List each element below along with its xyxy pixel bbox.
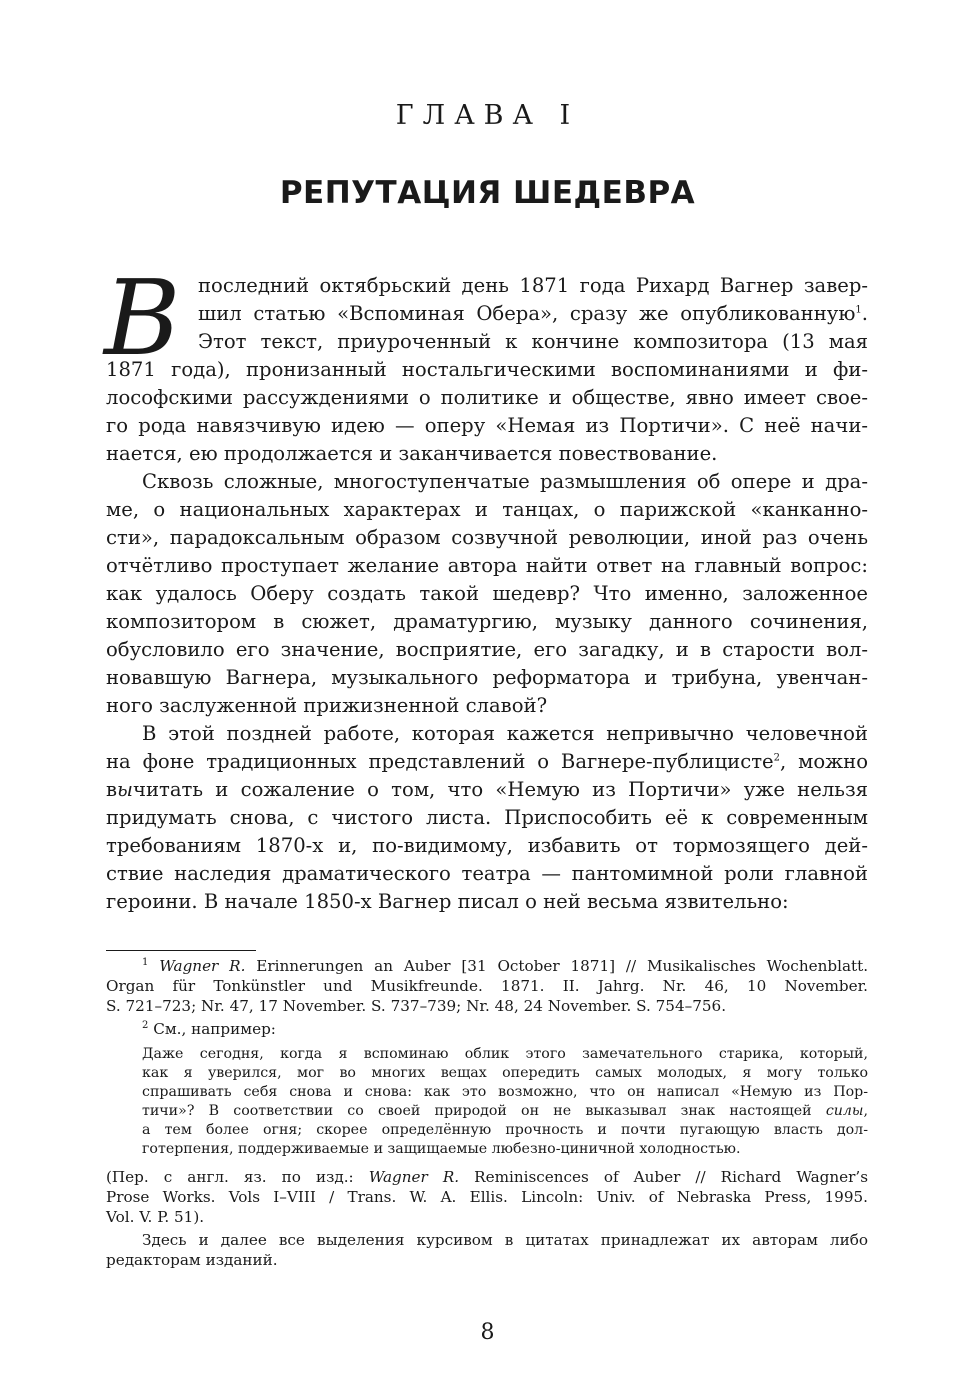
text-line: отчётливо проступает желание автора найти ответ на главный вопрос: <box>106 554 868 577</box>
text-line: композитором в сюжет, драматургию, музыку данного сочинения, <box>106 610 868 633</box>
footnote-line: Organ für Tonkünstler und Musikfreunde. 1871. II. Jahrg. Nr. 46, 10 November. <box>106 977 868 995</box>
text-line: нается, ею продолжается и заканчивается повествование. <box>106 442 718 465</box>
text-line: требованиям 1870-х и, по-видимому, избавить от тормозящего дей- <box>106 834 868 857</box>
text-line: Сквозь сложные, многоступенчатые размышления об опере и дра- <box>142 470 868 493</box>
footnote-line: редакторам изданий. <box>106 1251 278 1269</box>
text-line: шил статью «Вспоминая Обера», сразу же опубликованную$^1$. <box>198 302 868 325</box>
footnote-2 <box>106 1019 868 1039</box>
paragraph-1 <box>106 272 868 468</box>
paragraph-3 <box>106 720 868 916</box>
text-line: придумать снова, с чистого листа. Приспособить её к современным <box>106 806 868 829</box>
footnote-1 <box>106 956 868 1016</box>
quote-line: а тем более огня; скорее определённую прочность и почти пугающую власть дол- <box>142 1122 868 1138</box>
text-line: как удалось Оберу создать такой шедевр? Что именно, заложенное <box>106 582 868 605</box>
text-line: обусловило его значение, восприятие, его загадку, и в старости вол- <box>106 638 868 661</box>
text-line: героини. В начале 1850-х Вагнер писал о ней весьма язвительно: <box>106 890 789 913</box>
text-line: ствие наследия драматического театра — пантомимной роли главной <box>106 862 868 885</box>
emphasis: ы <box>117 778 133 801</box>
quote-line: Даже сегодня, когда я вспоминаю облик этого замечательного старика, который, <box>142 1046 868 1062</box>
text-line: сти», парадоксальным образом созвучной революции, иной раз очень <box>106 526 868 549</box>
text-line: го рода навязчивую идею — оперу «Немая из Портичи». С неё начи- <box>106 414 868 437</box>
text-line: лософскими рассуждениями о политике и обществе, явно имеет свое- <box>106 386 868 409</box>
quote-line: спрашивать себя снова и снова: как это возможно, что он написал «Немую из Пор- <box>142 1084 868 1100</box>
footnote-ref: 2 <box>773 752 781 764</box>
text-line: новавшую Вагнера, музыкального реформатора и трибуна, увенчан- <box>106 666 868 689</box>
text-line: на фоне традиционных представлений о Вагнере-публицисте$^2$, можно <box>106 750 868 773</box>
footnote-line: S. 721–723; Nr. 47, 17 November. S. 737–739; Nr. 48, 24 November. S. 754–756. <box>106 997 727 1015</box>
text-line: вычитать и сожаление о том, что «Немую из Портичи» уже нельзя <box>106 778 868 801</box>
footnote-source <box>106 1167 868 1227</box>
quote-line: как я уверился, мог во многих вещах опередить самых молодых, я могу только <box>142 1065 868 1081</box>
text-line: ного заслуженной прижизненной славой? <box>106 694 548 717</box>
quote-line: готерпения, поддерживаемые и защищаемые любезно-циничной холодностью. <box>142 1141 741 1157</box>
text-line: 1871 года), пронизанный ностальгическими воспоминаниями и фи- <box>106 358 868 381</box>
footnote-note <box>106 1230 868 1270</box>
drop-cap: В <box>104 257 181 379</box>
footnote-line: $^2$ См., например: <box>142 1019 276 1038</box>
text-line: Этот текст, приуроченный к кончине композитора (13 мая <box>198 330 868 353</box>
text-line: В этой поздней работе, которая кажется непривычно человечной <box>142 722 868 745</box>
quote-line: тичи»? В соответствии со своей природой он не выказывал знак настоящей силы, <box>142 1103 868 1119</box>
page-number: 8 <box>480 1320 495 1345</box>
footnote-separator <box>106 950 256 951</box>
paragraph-2 <box>106 468 868 720</box>
footnote-line: Vol. V. P. 51). <box>106 1208 205 1226</box>
footnote-line: Здесь и далее все выделения курсивом в цитатах принадлежат их авторам либо <box>142 1231 868 1249</box>
footnote-line: (Пер. с англ. яз. по изд.: Wagner R. Reminiscences of Auber // Richard Wagner’s <box>106 1168 869 1186</box>
chapter-title: РЕПУТАЦИЯ ШЕДЕВРА <box>279 175 696 211</box>
footnote-line: $^1$ Wagner R. Erinnerungen an Auber [31 October 1871] // Musikalisches Wochenblatt. <box>142 956 869 975</box>
text-line: последний октябрьский день 1871 года Рихард Вагнер завер- <box>198 274 868 297</box>
footnote-line: Prose Works. Vols I–VIII / Trans. W. A. Ellis. Lincoln: Univ. of Nebraska Press, 1995. <box>106 1188 868 1206</box>
chapter-heading: ГЛАВА I <box>395 100 580 131</box>
footnote-ref: 1 <box>855 304 862 316</box>
text-line: ме, о национальных характерах и танцах, о парижской «канканно- <box>106 498 868 521</box>
footnote-quote <box>106 1045 868 1159</box>
